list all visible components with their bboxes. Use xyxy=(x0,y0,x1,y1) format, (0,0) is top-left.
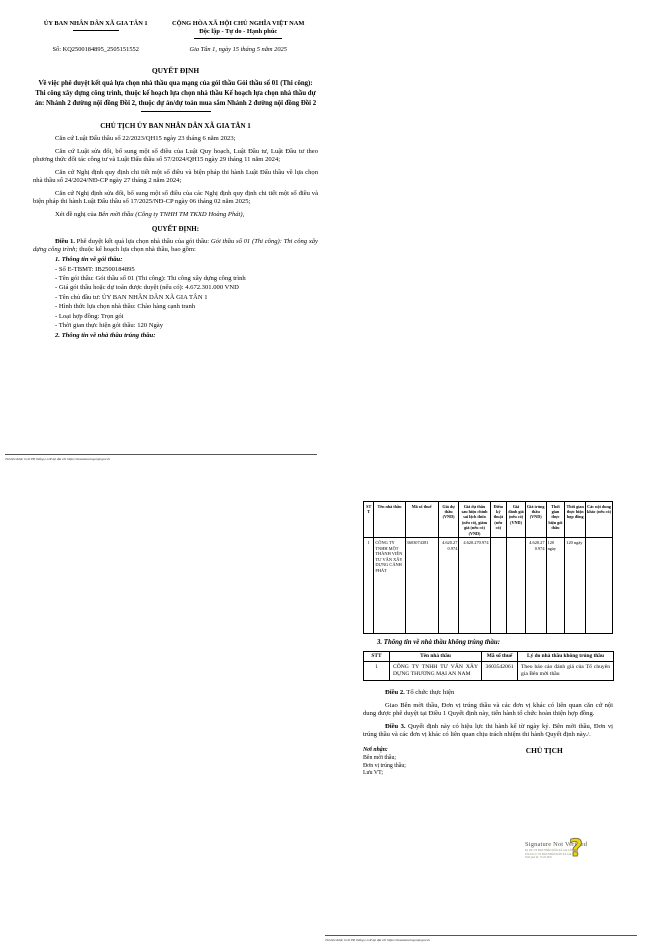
loser-cell-tax: 3603542061 xyxy=(482,662,518,681)
motto-underline xyxy=(194,38,282,39)
winner-table xyxy=(363,501,613,634)
package-info-price: - Giá gói thầu hoặc dự toán được duyệt (nếu có): 4.672.301.000 VND xyxy=(55,284,239,292)
recital-1: Căn cứ Luật Đấu thầu số 22/2023/QH15 ngày 23 tháng 6 năm 2023; xyxy=(55,134,236,142)
winner-col-name: Tên nhà thầu xyxy=(374,502,405,538)
package-info-etbmt: - Số E-TBMT: IB2500184895 xyxy=(55,265,135,273)
signature-block xyxy=(363,747,613,777)
recital-3: Căn cứ Nghị định quy định chi tiết một số điều và biện pháp thi hành Luật Đấu thầu về lựa chọn nhà thầu số 24/2024/NĐ-CP ngày 27 tháng 2 năm 2024; xyxy=(33,168,318,184)
winner-col-contract-duration: Thời gian thực hiện hợp đồng xyxy=(565,502,586,538)
package-info-contract-type: - Loại hợp đồng: Trọn gói xyxy=(55,312,124,320)
stamp-detail-line-1: Ký bởi: UY BAN NHÂN DÂN XÃ GIA TÂN 1 xyxy=(525,849,576,853)
document-page xyxy=(0,20,640,942)
question-mark-icon: ? xyxy=(569,834,583,862)
recipient-item-2: Đơn vị trúng thầu; xyxy=(363,762,406,769)
decides-heading: QUYẾT ĐỊNH: xyxy=(151,224,200,233)
winner-col-eval-price: Giá đánh giá (nếu có) (VND) xyxy=(507,502,526,538)
article-2-label: Điều 2. xyxy=(385,689,405,697)
stamp-detail-line-3: Thời gian ký: 15-05-2025 xyxy=(525,856,552,860)
loser-cell-reason: Theo báo cáo đánh giá của Tổ chuyên gia Bên mời thầu xyxy=(518,662,614,681)
winner-cell-stt: 1 xyxy=(364,538,374,634)
title-rule xyxy=(141,111,211,112)
decision-title: QUYẾT ĐỊNH xyxy=(151,66,200,76)
article-3-body: Quyết định này có hiệu lực thi hành kể từ ngày ký. Bên mời thầu, Đơn vị trúng thầu và các đơn vị khác có liên quan chịu trách nhiệm thi hành Quyết định này./. xyxy=(363,723,614,739)
winner-col-stt: STT xyxy=(364,502,374,538)
winner-cell-package-duration: 120 ngày xyxy=(546,538,565,634)
loser-table-row xyxy=(364,662,614,681)
winner-col-tax: Mã số thuế xyxy=(405,502,438,538)
winner-col-tech-score: Điểm kỹ thuật (nếu có) xyxy=(490,502,507,538)
issuing-org-name: ỦY BAN NHÂN DÂN XÃ GIA TÂN 1 xyxy=(43,20,148,27)
recipient-item-1: Bên mời thầu; xyxy=(363,755,397,762)
stamp-detail-line-2: Tên đơn vị: UY BAN NHÂN DÂN XÃ GIA TÂN 1 xyxy=(525,852,580,856)
winner-col-award-price: Giá trúng thầu (VND) xyxy=(525,502,546,538)
winner-cell-other xyxy=(586,538,613,634)
proposal-line xyxy=(33,211,318,219)
page-2-footer-rule xyxy=(325,935,637,942)
package-info-investor: - Tên chủ đầu tư: ỦY BAN NHÂN DÂN XÃ GIA TÂN 1 xyxy=(55,293,208,301)
loser-cell-stt: 1 xyxy=(364,662,390,681)
recipient-item-3: Lưu VT; xyxy=(363,770,383,777)
winner-col-package-duration: Thời gian thực hiện gói thầu xyxy=(546,502,565,538)
package-info-name: - Tên gói thầu: Gói thầu số 01 (Thi công): Thi công xây dựng công trình xyxy=(55,274,246,282)
winner-cell-bid-price: 4.620.270.974 xyxy=(438,538,459,634)
package-info-duration: - Thời gian thực hiện gói thầu: 120 Ngày xyxy=(55,321,164,329)
org-underline xyxy=(73,30,119,31)
authority-line: CHỦ TỊCH ỦY BAN NHÂN DÂN XÃ GIA TÂN 1 xyxy=(100,122,251,131)
digital-signature-stamp xyxy=(525,834,645,862)
proposal-italic: Bên mời thầu (Công ty TNHH TM TKXD Hoàng Phát), xyxy=(98,210,245,218)
winner-col-bid-price: Giá dự thầu (VND) xyxy=(438,502,459,538)
package-info-method: - Hình thức lựa chọn nhà thầu: Chào hàng cạnh tranh xyxy=(55,303,196,311)
article-1-text-before: Phê duyệt kết quả lựa chọn nhà thầu của gói thầu: xyxy=(74,237,211,245)
page-1-footer-rule xyxy=(5,454,317,461)
article-2-body: Giao Bên mời thầu, Đơn vị trúng thầu và các đơn vị khác có liên quan căn cứ nội dung được phê duyệt tại Điều 1 Quyết định này, tiến hành tổ chức hoàn thiện hợp đồng. xyxy=(363,702,613,718)
winner-cell-contract-duration: 120 ngày xyxy=(565,538,586,634)
page-1-footer-note: Tài liệu được in từ Hệ thống e-GP tại địa chỉ https://muasamcong.mpi.gov.vn xyxy=(5,457,111,461)
winner-cell-eval-price xyxy=(507,538,526,634)
decision-subject: Về việc phê duyệt kết quả lựa chọn nhà thầu qua mạng của gói thầu Gói thầu số 01 (Thi công): Thi công xây dựng công trình, thuộc kế hoạch lựa chọn nhà thầu Kế hoạch lựa chọn nhà thầu dự án: Nhánh 2 đường nội đồng Đồi 2, thuộc dự án/dự toán mua sắm Nhánh 2 đường nội đồng Đồi 2 xyxy=(34,80,317,107)
winner-cell-tech-score xyxy=(490,538,507,634)
article-1-label: Điều 1. xyxy=(55,237,75,245)
place-date-line: Gia Tân 1, ngày 15 tháng 5 năm 2025 xyxy=(189,46,287,53)
article-1-text-after: thuộc kế hoạch lựa chọn nhà thầu, bao gồm: xyxy=(77,245,196,253)
page-1 xyxy=(0,20,320,471)
loser-col-stt: STT xyxy=(364,651,390,662)
proposal-prefix: Xét đề nghị của xyxy=(55,210,99,218)
section-1-heading: 1. Thông tin về gói thầu: xyxy=(55,256,123,264)
article-1-package-name: Gói thầu số 01 (Thi công): Thi công xây dựng công trình; xyxy=(33,237,318,253)
winner-cell-name: CÔNG TY TNHH MỘT THÀNH VIÊN TƯ VẤN XÂY DỰNG CÁNH PHÁT xyxy=(374,538,405,634)
article-3 xyxy=(363,723,613,739)
loser-table-header-row xyxy=(364,651,614,662)
section-3-heading: 3. Thông tin về nhà thầu không trúng thầu: xyxy=(377,639,500,647)
recipients-label: Nơi nhận: xyxy=(363,747,388,754)
winner-col-other: Các nội dung khác (nếu có) xyxy=(586,502,613,538)
winner-table-header-row xyxy=(364,502,613,538)
winner-table-row xyxy=(364,538,613,634)
national-motto-line2: Độc lập - Tự do - Hạnh phúc xyxy=(199,28,278,35)
signer-title: CHỦ TỊCH xyxy=(525,746,563,756)
signature-not-verified-text: Signature Not Verified xyxy=(525,841,588,848)
winner-cell-adjusted-price: 4.620.270.974 xyxy=(459,538,490,634)
loser-col-name: Tên nhà thầu xyxy=(390,651,482,662)
article-2-heading xyxy=(363,689,613,697)
loser-col-reason: Lý do nhà thầu không trúng thầu xyxy=(518,651,614,662)
article-1 xyxy=(33,238,318,254)
section-2-heading: 2. Thông tin về nhà thầu trúng thầu: xyxy=(55,332,156,340)
page-2 xyxy=(320,501,640,952)
winner-cell-award-price: 4.620.270.974 xyxy=(525,538,546,634)
document-number: Số: KQ2500184895_2505151552 xyxy=(52,46,139,53)
page-2-footer-note: Tài liệu được in từ Hệ thống e-GP tại địa chỉ https://muasamcong.mpi.gov.vn xyxy=(325,938,431,942)
article-3-label: Điều 3. xyxy=(385,723,406,731)
loser-cell-name: CÔNG TY TNHH TƯ VẤN XÂY DỰNG THƯƠNG MẠI AN NAM xyxy=(390,662,482,681)
document-header xyxy=(33,20,318,39)
winner-cell-tax: 3603074381 xyxy=(405,538,438,634)
winner-col-adjusted-price: Giá dự thầu sau hiệu chỉnh sai lệch thừa (nếu có), giảm giá (nếu có) (VND) xyxy=(459,502,490,538)
national-motto-line1: CỘNG HÒA XÃ HỘI CHỦ NGHĨA VIỆT NAM xyxy=(171,20,305,27)
recital-2: Căn cứ Luật sửa đổi, bổ sung một số điều của Luật Quy hoạch, Luật Đầu tư, Luật Đầu tư theo phương thức đối tác công tư và Luật Đấu thầu số 57/2024/QH15 ngày 29 tháng 11 năm 2024; xyxy=(33,147,318,163)
loser-col-tax: Mã số thuế xyxy=(482,651,518,662)
article-2-title: Tổ chức thực hiện xyxy=(404,689,455,697)
loser-table xyxy=(363,651,614,682)
recital-4: Căn cứ Nghị định sửa đổi, bổ sung một số điều của các Nghị định quy định chi tiết một số điều và biện pháp thi hành Luật Đấu thầu số 17/2025/NĐ-CP ngày 06 tháng 02 năm 2025; xyxy=(33,189,318,205)
